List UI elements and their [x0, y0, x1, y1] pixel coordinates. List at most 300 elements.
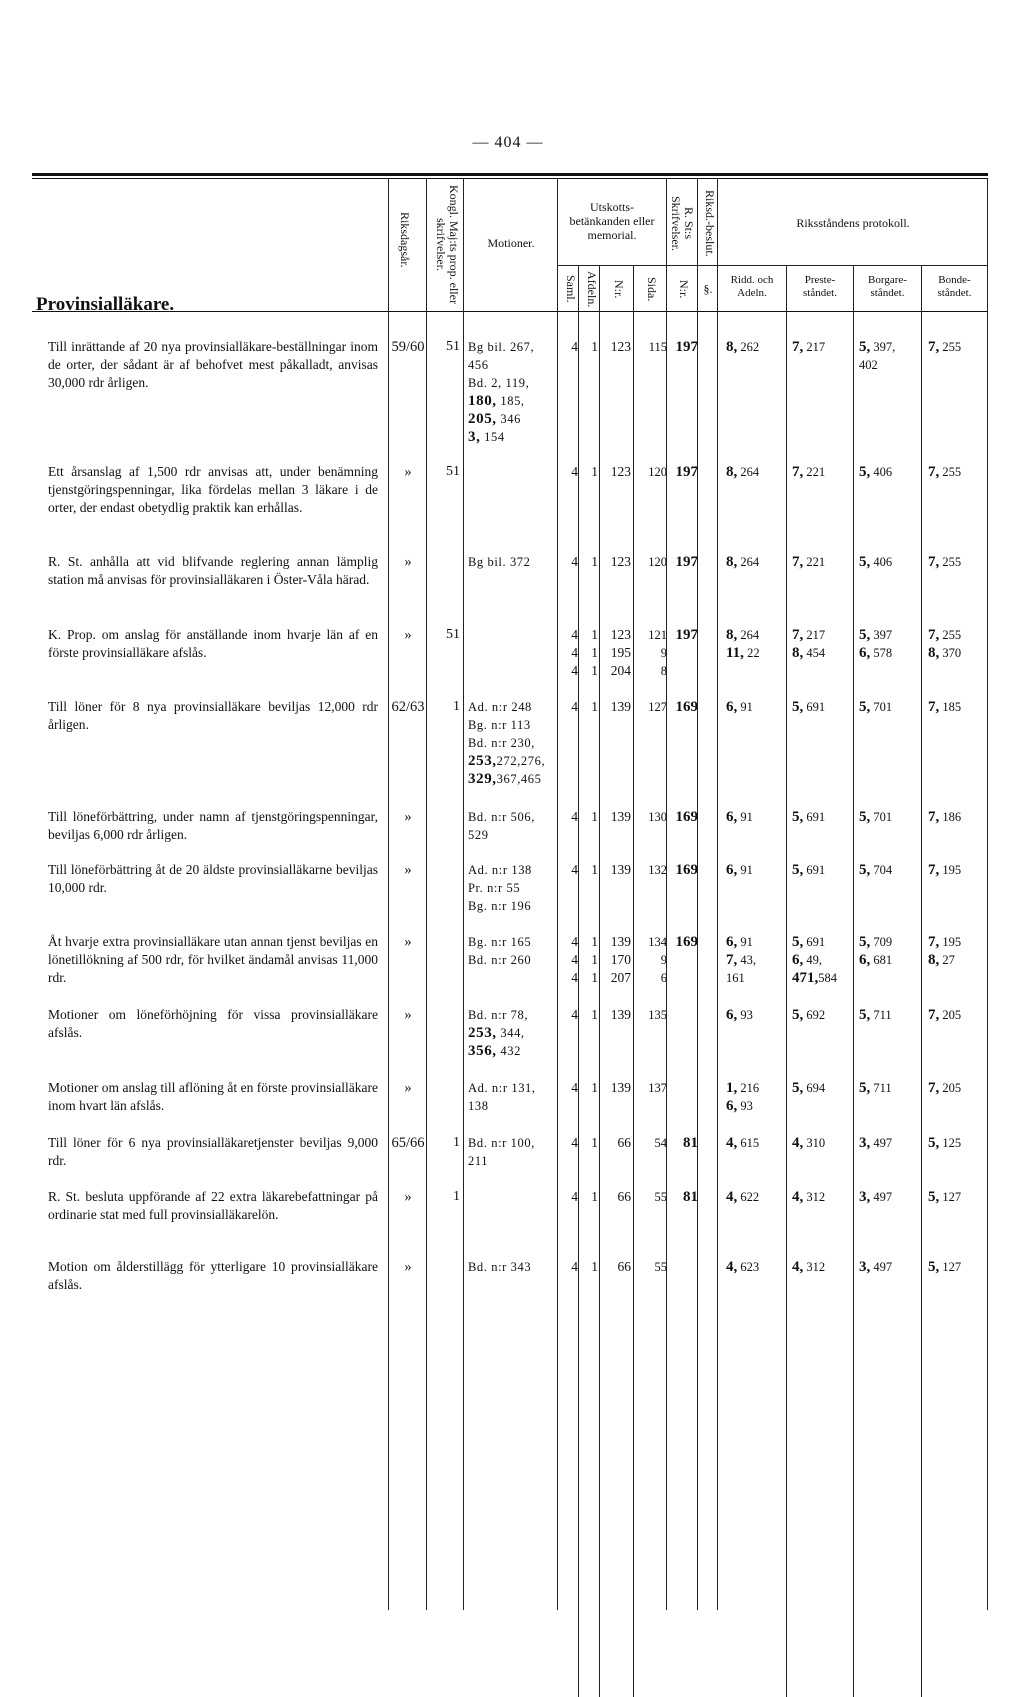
header-samll: Saml.: [564, 275, 578, 303]
entry-borgare: [859, 626, 923, 662]
entry-preste-line: 4, 312: [792, 1189, 826, 1205]
entry-motioner-line: 329,367,465: [468, 771, 542, 787]
entry-ridd-adeln: [726, 463, 788, 481]
entry-afdeln-line: 1: [591, 1007, 598, 1022]
entry-utskott-nr-line: 139: [610, 1007, 631, 1022]
entry-ridd-adeln: [726, 698, 788, 716]
entry-ridd-adeln-line: 6, 93: [726, 1098, 753, 1114]
entry-motioner-line: 205, 346: [468, 411, 521, 427]
entry-afdeln: [580, 1134, 598, 1152]
header-nr: N:r.: [612, 279, 626, 299]
top-rule-thin: [32, 178, 988, 179]
entry-sida-line: 120: [648, 465, 667, 479]
top-rule-thick: [32, 173, 988, 176]
entry-riksdagsar: »: [404, 1080, 412, 1096]
entry-riksdagsar: »: [404, 1189, 412, 1205]
entry-ridd-adeln-line: 11, 22: [726, 645, 760, 661]
entry-motioner: [468, 1258, 560, 1276]
header-riksdagsar: Riksdagsår.: [398, 212, 412, 268]
entry-utskott-nr: [601, 698, 631, 716]
entry-motioner-line: Bg. n:r 113: [468, 718, 531, 732]
entry-rsts-nr: 197: [675, 627, 698, 643]
entry-afdeln: [580, 338, 598, 356]
entry-riksdagsar: »: [404, 627, 412, 643]
entry-utskott-nr: [601, 1188, 631, 1206]
entry-riksdagsar: 62/63: [391, 699, 425, 715]
entry-preste: [792, 808, 854, 826]
entry-preste-line: 5, 691: [792, 862, 826, 878]
entry-borgare-line: 5, 709: [859, 934, 893, 950]
entry-samll: [560, 553, 578, 571]
entry-preste-line: 5, 691: [792, 809, 826, 825]
entry-sida: [634, 463, 667, 481]
entry-utskott-nr: [601, 626, 631, 680]
header-kongl-prop: Kongl. Maj:ts prop. eller skrifvelser.: [434, 184, 461, 304]
entry-bonde: [928, 1188, 988, 1206]
entry-motioner-line: Bd. n:r 100,: [468, 1136, 535, 1150]
entry-borgare: [859, 1258, 923, 1276]
entry-sida-line: 115: [648, 340, 667, 354]
entry-description: Till löner för 8 nya provinsialläkare beviljas 12,000 rdr årligen.: [48, 699, 378, 732]
entry-bonde: [928, 698, 988, 716]
entry-sida: [634, 1134, 667, 1152]
entry-motioner: [468, 1079, 560, 1115]
entry-motioner-line: Bd. n:r 230,: [468, 736, 535, 750]
entry-motioner-line: 356, 432: [468, 1043, 521, 1059]
entry-utskott-nr-line: 66: [617, 1189, 631, 1204]
entry-description: Till löneförbättring åt de 20 äldste provinsialläkarne beviljas 10,000 rdr.: [48, 862, 378, 895]
entry-samll: [560, 808, 578, 826]
entry-bonde-line: 7, 195: [928, 862, 962, 878]
entry-afdeln-line: 1: [591, 464, 598, 479]
entry-preste-line: 5, 694: [792, 1080, 826, 1096]
entry-bonde: [928, 1006, 988, 1024]
entry-samll-line: 4: [571, 970, 578, 985]
entry-motioner: [468, 1006, 560, 1060]
entry-afdeln-line: 1: [591, 1135, 598, 1150]
column-rule: [426, 178, 427, 1610]
entry-utskott-nr: [601, 1079, 631, 1097]
entry-bonde: [928, 1258, 988, 1276]
entry-utskott-nr-line: 139: [610, 1080, 631, 1095]
page-number: — 404 —: [472, 134, 544, 151]
entry-motioner: [468, 933, 560, 969]
entry-rsts-nr: 169: [675, 862, 698, 878]
entry-borgare-line: 3, 497: [859, 1135, 893, 1151]
entry-sida-line: 127: [648, 700, 667, 714]
entry-ridd-adeln: [726, 1258, 788, 1276]
header-borgare: Borgare- ståndet.: [868, 274, 907, 299]
entry-ridd-adeln-line: 6, 91: [726, 934, 753, 950]
entry-sida-line: 55: [654, 1190, 667, 1204]
subheader-rule: [697, 265, 717, 266]
entry-preste-line: 5, 691: [792, 934, 826, 950]
entry-borgare-line: 5, 406: [859, 464, 893, 480]
entry-ridd-adeln: [726, 1134, 788, 1152]
entry-sida-line: 120: [648, 555, 667, 569]
entry-samll-line: 4: [571, 699, 578, 714]
column-rule: [717, 178, 718, 1610]
entry-borgare: [859, 808, 923, 826]
entry-preste-line: 5, 692: [792, 1007, 826, 1023]
entry-afdeln-line: 1: [591, 339, 598, 354]
entry-rsts-nr: 169: [675, 699, 698, 715]
entry-sida-line: 9: [660, 953, 667, 967]
entry-sida: [634, 933, 667, 987]
entry-preste-line: 7, 221: [792, 554, 826, 570]
entry-preste: [792, 553, 854, 571]
entry-bonde-line: 7, 186: [928, 809, 962, 825]
entry-kongl-prop: 51: [446, 627, 460, 642]
entry-samll: [560, 1258, 578, 1276]
entry-ridd-adeln: [726, 933, 788, 987]
entry-preste-line: 6, 49,: [792, 952, 822, 968]
header-utskott: Utskotts- betänkanden eller memorial.: [569, 200, 655, 242]
entry-utskott-nr-line: 207: [610, 970, 631, 985]
entry-sida: [634, 1188, 667, 1206]
entry-sida-line: 55: [654, 1260, 667, 1274]
entry-description: Motion om ålderstillägg för ytterligare 10 provinsialläkare afslås.: [48, 1259, 378, 1292]
entry-motioner: [468, 808, 560, 844]
entry-motioner: [468, 553, 560, 571]
entry-sida: [634, 1006, 667, 1024]
entry-borgare: [859, 1188, 923, 1206]
entry-afdeln: [580, 808, 598, 826]
entry-samll-line: 4: [571, 1080, 578, 1095]
entry-borgare-line: 5, 397,: [859, 339, 896, 355]
entry-utskott-nr-line: 123: [610, 627, 631, 642]
entry-ridd-adeln: [726, 808, 788, 826]
entry-afdeln: [580, 1188, 598, 1206]
entry-riksdagsar: »: [404, 862, 412, 878]
entry-samll: [560, 1188, 578, 1206]
entry-sida: [634, 553, 667, 571]
column-rule: [388, 178, 389, 1610]
entry-utskott-nr-line: 195: [610, 645, 631, 660]
entry-preste-line: 5, 691: [792, 699, 826, 715]
entry-sida-line: 8: [660, 664, 667, 678]
entry-description: Åt hvarje extra provinsialläkare utan annan tjenst beviljas en lönetillökning af 500 rdr, för hvilket ändamål anvisas 11,000 rdr.: [48, 934, 378, 985]
entry-sida-line: 9: [660, 646, 667, 660]
entry-bonde-line: 5, 127: [928, 1189, 962, 1205]
entry-utskott-nr-line: 170: [610, 952, 631, 967]
entry-bonde-line: 7, 255: [928, 464, 962, 480]
header-riksd-beslut: Riksd.-beslut.: [703, 189, 717, 257]
entry-utskott-nr-line: 66: [617, 1259, 631, 1274]
entry-description: K. Prop. om anslag för anställande inom hvarje län af en förste provinsialläkare afslås.: [48, 627, 378, 660]
entry-kongl-prop: 51: [446, 464, 460, 479]
subheader-rule: [557, 265, 666, 266]
entry-bonde-line: 5, 125: [928, 1135, 962, 1151]
entry-borgare-line: 402: [859, 358, 878, 372]
entry-preste: [792, 338, 854, 356]
entry-motioner: [468, 861, 560, 915]
entry-bonde-line: 7, 185: [928, 699, 962, 715]
column-rule: [697, 178, 698, 1610]
entry-utskott-nr-line: 123: [610, 339, 631, 354]
entry-afdeln: [580, 553, 598, 571]
entry-bonde: [928, 463, 988, 481]
entry-ridd-adeln: [726, 1188, 788, 1206]
entry-preste: [792, 1188, 854, 1206]
header-paragraph: §.: [703, 282, 713, 296]
entry-bonde-line: 7, 195: [928, 934, 962, 950]
entry-motioner-line: Bd. 2, 119,: [468, 376, 530, 390]
entry-bonde-line: 5, 127: [928, 1259, 962, 1275]
entry-riksdagsar: »: [404, 809, 412, 825]
entry-bonde: [928, 808, 988, 826]
entry-sida: [634, 861, 667, 879]
entry-afdeln-line: 1: [591, 934, 598, 949]
entry-description: Motioner om löneförhöjning för vissa provinsialläkare afslås.: [48, 1007, 378, 1040]
entry-motioner-line: 456: [468, 358, 489, 372]
entry-utskott-nr: [601, 933, 631, 987]
entry-borgare-line: 5, 704: [859, 862, 893, 878]
entry-utskott-nr: [601, 808, 631, 826]
entry-afdeln-line: 1: [591, 809, 598, 824]
entry-utskott-nr-line: 139: [610, 862, 631, 877]
entry-bonde-line: 8, 370: [928, 645, 962, 661]
entry-preste-line: 8, 454: [792, 645, 826, 661]
entry-motioner-line: Bg. n:r 165: [468, 935, 532, 949]
entry-ridd-adeln: [726, 1006, 788, 1024]
entry-ridd-adeln: [726, 626, 788, 662]
entry-sida: [634, 1258, 667, 1276]
entry-bonde: [928, 1079, 988, 1097]
entry-ridd-adeln-line: 4, 615: [726, 1135, 760, 1151]
entry-rsts-nr: 197: [675, 339, 698, 355]
entry-motioner-line: Ad. n:r 248: [468, 700, 532, 714]
entry-samll: [560, 1006, 578, 1024]
entry-motioner: [468, 698, 560, 788]
entry-afdeln-line: 1: [591, 645, 598, 660]
entry-afdeln: [580, 698, 598, 716]
column-rule: [599, 265, 600, 1697]
entry-rsts-nr: 169: [675, 934, 698, 950]
entry-ridd-adeln-line: 8, 264: [726, 554, 760, 570]
entry-samll: [560, 338, 578, 356]
entry-afdeln: [580, 626, 598, 680]
entry-preste-line: 7, 217: [792, 627, 826, 643]
entry-description: Till löner för 6 nya provinsialläkaretjenster beviljas 9,000 rdr.: [48, 1135, 378, 1168]
entry-kongl-prop: 51: [446, 339, 460, 354]
column-rule: [666, 178, 667, 1610]
entry-kongl-prop: 1: [453, 699, 460, 714]
entry-borgare-line: 5, 397: [859, 627, 893, 643]
entry-utskott-nr: [601, 338, 631, 356]
entry-utskott-nr: [601, 1006, 631, 1024]
entry-utskott-nr: [601, 463, 631, 481]
entry-riksdagsar: 65/66: [391, 1135, 425, 1151]
entry-sida-line: 121: [648, 628, 667, 642]
subheader-rule: [717, 265, 987, 266]
entry-ridd-adeln-line: 4, 622: [726, 1189, 760, 1205]
entry-preste-line: 471,584: [792, 970, 837, 986]
entry-sida: [634, 626, 667, 680]
entry-samll-line: 4: [571, 934, 578, 949]
entry-afdeln-line: 1: [591, 554, 598, 569]
entry-afdeln-line: 1: [591, 663, 598, 678]
entry-afdeln: [580, 1258, 598, 1276]
entry-afdeln-line: 1: [591, 699, 598, 714]
entry-riksdagsar: »: [404, 1007, 412, 1023]
entry-sida-line: 135: [648, 1008, 667, 1022]
header-sida: Sida.: [645, 276, 659, 302]
entry-afdeln: [580, 1006, 598, 1024]
entry-borgare: [859, 933, 923, 969]
entry-motioner-line: 3, 154: [468, 429, 505, 445]
entry-afdeln: [580, 933, 598, 987]
entry-samll: [560, 463, 578, 481]
entry-sida: [634, 808, 667, 826]
entry-bonde-line: 8, 27: [928, 952, 955, 968]
entry-borgare-line: 3, 497: [859, 1259, 893, 1275]
section-title: Provinsialläkare.: [36, 294, 175, 315]
entry-preste-line: 4, 312: [792, 1259, 826, 1275]
entry-motioner-line: 211: [468, 1154, 489, 1168]
subheader-rule: [666, 265, 697, 266]
entry-description: Till inrättande af 20 nya provinsialläkare-beställningar inom de orter, der sådant är af behofvet mest påkalladt, anvisas 30,000 rdr årligen.: [48, 339, 378, 390]
entry-utskott-nr-line: 139: [610, 809, 631, 824]
entry-sida: [634, 698, 667, 716]
entry-ridd-adeln-line: 6, 91: [726, 809, 753, 825]
entry-borgare-line: 5, 711: [859, 1080, 892, 1096]
entry-bonde: [928, 933, 988, 969]
entry-afdeln: [580, 861, 598, 879]
entry-motioner-line: Bd. n:r 78,: [468, 1008, 529, 1022]
entry-motioner: [468, 338, 560, 446]
entry-ridd-adeln-line: 8, 262: [726, 339, 760, 355]
entry-riksdagsar: »: [404, 464, 412, 480]
entry-sida-line: 134: [648, 935, 667, 949]
entry-samll: [560, 933, 578, 987]
entry-samll-line: 4: [571, 645, 578, 660]
entry-preste: [792, 1006, 854, 1024]
entry-afdeln-line: 1: [591, 970, 598, 985]
entry-ridd-adeln-line: 7, 43,: [726, 952, 756, 968]
column-rule: [463, 178, 464, 1610]
entry-borgare-line: 3, 497: [859, 1189, 893, 1205]
entry-borgare: [859, 1134, 923, 1152]
entry-afdeln-line: 1: [591, 862, 598, 877]
entry-preste: [792, 1258, 854, 1276]
entry-description: Till löneförbättring, under namn af tjenstgöringspenningar, beviljas 6,000 rdr årligen.: [48, 809, 378, 842]
entry-bonde-line: 7, 205: [928, 1080, 962, 1096]
entry-sida: [634, 338, 667, 356]
entry-borgare-line: 5, 711: [859, 1007, 892, 1023]
entry-samll: [560, 861, 578, 879]
entry-ridd-adeln-line: 8, 264: [726, 464, 760, 480]
entry-samll-line: 4: [571, 1189, 578, 1204]
entry-borgare: [859, 698, 923, 716]
header-bottom-rule: [32, 311, 988, 312]
entry-bonde: [928, 338, 988, 356]
entry-utskott-nr-line: 139: [610, 699, 631, 714]
entry-afdeln-line: 1: [591, 1259, 598, 1274]
entry-samll-line: 4: [571, 627, 578, 642]
header-preste: Preste- ståndet.: [803, 274, 837, 299]
entry-ridd-adeln-line: 161: [726, 971, 745, 985]
entry-motioner-line: 253,272,276,: [468, 753, 546, 769]
entry-utskott-nr: [601, 861, 631, 879]
entry-samll: [560, 1079, 578, 1097]
entry-ridd-adeln-line: 6, 91: [726, 699, 753, 715]
entry-samll: [560, 626, 578, 680]
entry-ridd-adeln-line: 4, 623: [726, 1259, 760, 1275]
entry-bonde-line: 7, 205: [928, 1007, 962, 1023]
entry-rsts-nr: 197: [675, 554, 698, 570]
entry-motioner-line: 138: [468, 1099, 489, 1113]
entry-borgare-line: 5, 701: [859, 809, 893, 825]
entry-kongl-prop: 1: [453, 1135, 460, 1150]
entry-afdeln-line: 1: [591, 1189, 598, 1204]
entry-motioner-line: 180, 185,: [468, 393, 525, 409]
entry-borgare: [859, 553, 923, 571]
entry-sida-line: 54: [654, 1136, 667, 1150]
entry-utskott-nr-line: 204: [610, 663, 631, 678]
entry-bonde-line: 7, 255: [928, 627, 962, 643]
entry-preste: [792, 626, 854, 662]
column-rule: [987, 178, 988, 1610]
entry-bonde-line: 7, 255: [928, 554, 962, 570]
header-bonde: Bonde- ståndet.: [937, 274, 972, 299]
entry-samll: [560, 698, 578, 716]
entry-description: R. St. besluta uppförande af 22 extra läkarebefattningar på ordinarie stat med full provinsialläkarelön.: [48, 1189, 378, 1222]
entry-borgare: [859, 338, 923, 374]
entry-preste-line: 4, 310: [792, 1135, 826, 1151]
entry-preste: [792, 933, 854, 987]
entry-borgare: [859, 861, 923, 879]
entry-kongl-prop: 1: [453, 1189, 460, 1204]
entry-utskott-nr: [601, 553, 631, 571]
entry-borgare-line: 5, 406: [859, 554, 893, 570]
entry-ridd-adeln: [726, 338, 788, 356]
entry-motioner-line: Bd. n:r 260: [468, 953, 532, 967]
entry-ridd-adeln-line: 1, 216: [726, 1080, 760, 1096]
entry-samll-line: 4: [571, 663, 578, 678]
entry-sida-line: 6: [660, 971, 667, 985]
entry-samll-line: 4: [571, 1259, 578, 1274]
header-afdeln: Afdeln.: [585, 270, 599, 308]
entry-sida-line: 137: [648, 1081, 667, 1095]
entry-motioner-line: Bg bil. 267,: [468, 340, 535, 354]
entry-preste: [792, 1079, 854, 1097]
entry-motioner-line: Bg. n:r 196: [468, 899, 532, 913]
header-motioner: Motioner.: [487, 236, 535, 250]
entry-rsts-nr: 169: [675, 809, 698, 825]
entry-description: Ett årsanslag af 1,500 rdr anvisas att, under benämning tjenstgöringspenningar, lika fördelas mellan 3 läkare i de orter, der endast obetydlig praktik kan erhållas.: [48, 464, 378, 515]
entry-borgare-line: 6, 681: [859, 952, 893, 968]
entry-rsts-nr: 81: [683, 1135, 698, 1151]
entry-samll-line: 4: [571, 1135, 578, 1150]
entry-motioner-line: Ad. n:r 138: [468, 863, 532, 877]
entry-ridd-adeln-line: 8, 264: [726, 627, 760, 643]
entry-motioner-line: 253, 344,: [468, 1025, 525, 1041]
entry-samll-line: 4: [571, 339, 578, 354]
entry-utskott-nr-line: 139: [610, 934, 631, 949]
entry-sida: [634, 1079, 667, 1097]
entry-ridd-adeln-line: 6, 93: [726, 1007, 753, 1023]
entry-motioner-line: Pr. n:r 55: [468, 881, 521, 895]
entry-bonde: [928, 861, 988, 879]
entry-samll-line: 4: [571, 952, 578, 967]
entry-utskott-nr-line: 123: [610, 464, 631, 479]
entry-preste: [792, 1134, 854, 1152]
entry-description: R. St. anhålla att vid blifvande reglering annan lämplig station må anvisas för provinsialläkaren i Öster-Våla härad.: [48, 554, 378, 587]
entry-bonde-line: 7, 255: [928, 339, 962, 355]
entry-preste: [792, 463, 854, 481]
entry-description: Motioner om anslag till aflöning åt en förste provinsialläkare inom hvart län afslås.: [48, 1080, 378, 1113]
